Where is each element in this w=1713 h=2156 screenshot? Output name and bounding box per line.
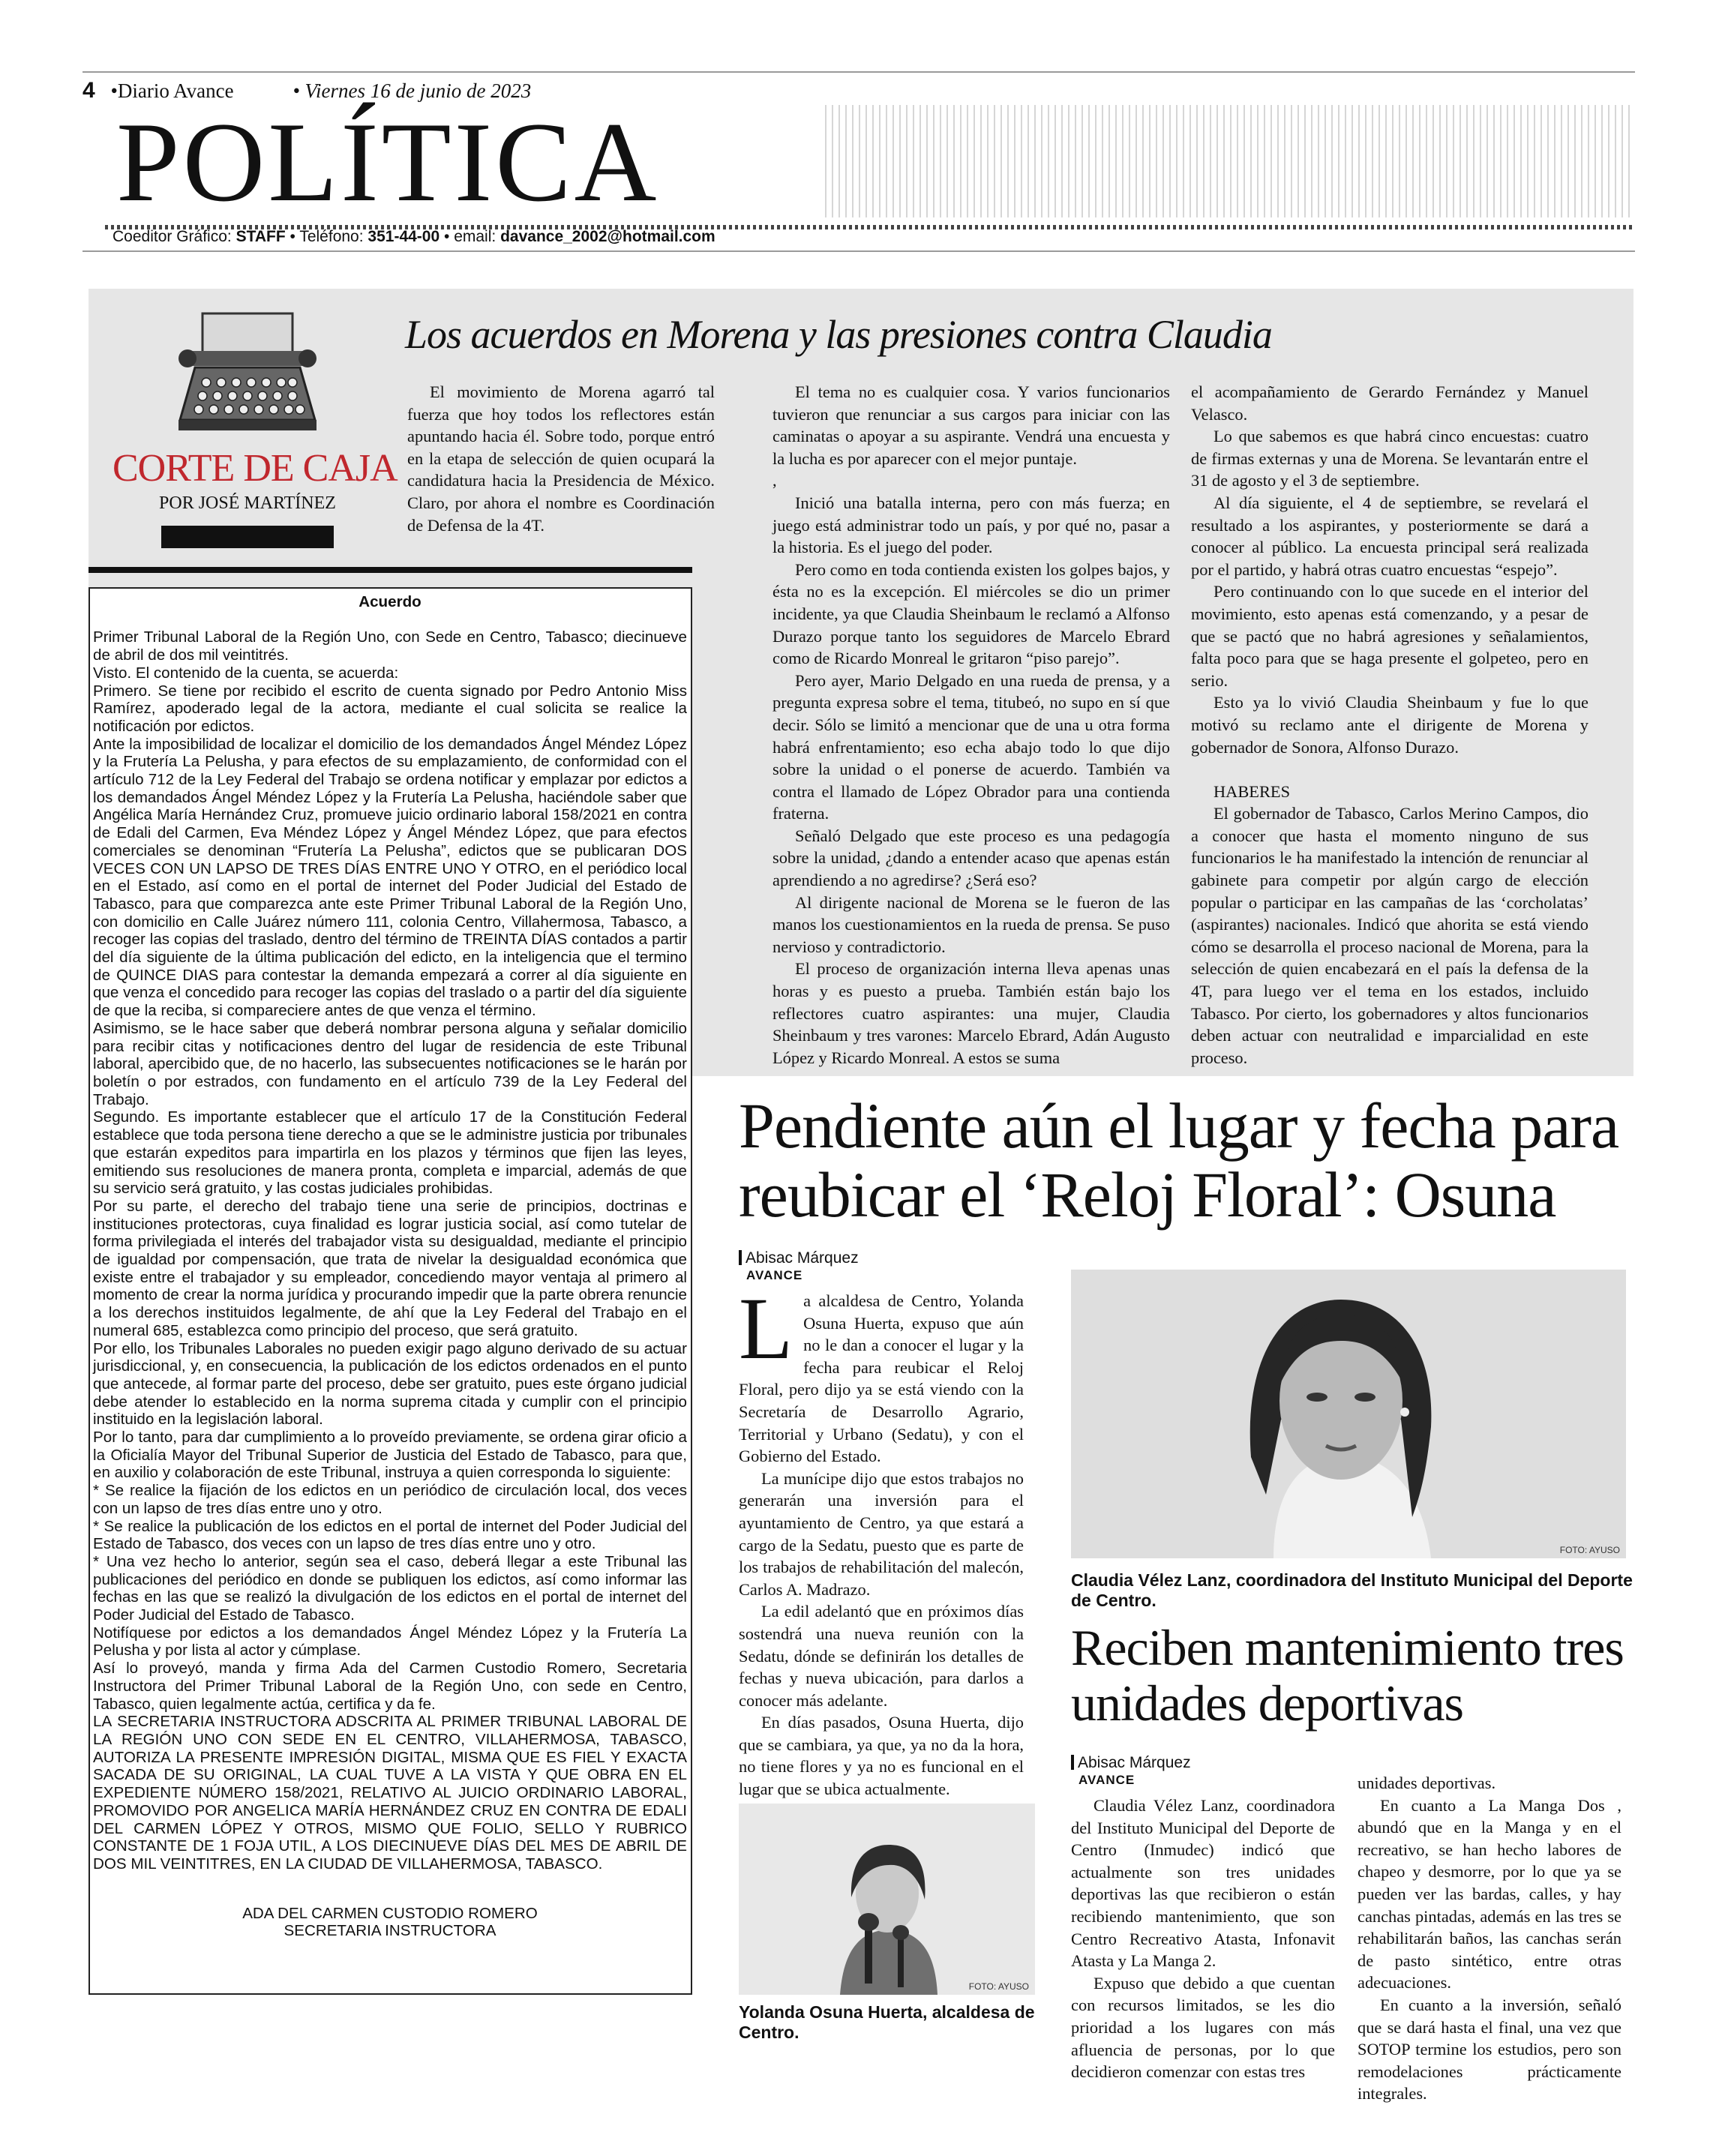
- legal-paragraph: Asimismo, se le hace saber que deberá nombrar persona alguna y señalar domicilio para recibir citas y notificaciones dentro del lugar de residencia de este Tribunal laboral, apercibido que, de no hacerlo, las subsecuentes notificaciones se le harán por boletín o por estrados, con fundamento en el artículo 739 de la Ley Federal del Trabajo.: [93, 1019, 687, 1108]
- photo-credit: FOTO: AYUSO: [968, 1981, 1029, 1992]
- paragraph: En días pasados, Osuna Huerta, dijo que se cambiara, ya que, ya no da la hora, no tiene flores y ya no es funcional en el lugar que se ubica actualmente.: [739, 1713, 1024, 1799]
- legal-paragraph: Por ello, los Tribunales Laborales no pueden exigir pago alguno derivado de su actuar jurisdiccional, y, en consecuencia, la publicación de los edictos ordenados en el punto que antecede, al formar parte del proceso, debe ser gratuito, pues este órgano judicial debe atender lo establecido en la norma suprema citada y cumplir con el principio instituido en la legislación laboral.: [93, 1339, 687, 1429]
- paragraph: Al día siguiente, el 4 de septiembre, se revelará el resultado a los aspirantes, y posteriormente se dará a conocer al público. La encuesta principal será realizada por el partido, y habrá otras cuatro encuestas “espejo”.: [1191, 493, 1588, 579]
- legal-paragraph: Segundo. Es importante establecer que el artículo 17 de la Constitución Federal establece que toda persona tiene derecho a que se le administre justicia por tribunales que estarán expeditos para impartirla en los plazos y términos que fijen las leyes, emitiendo sus resoluciones de manera pronta, completa e imparcial, además de que su servicio será gratuito, y las costas judiciales prohibidas.: [93, 1108, 687, 1198]
- paragraph: En cuanto a la inversión, señaló que se dará hasta el final, una vez que SOTOP termine los estudios, pero son remodelaciones prácticamente integrales.: [1358, 1995, 1622, 2104]
- column-text-col-1: [407, 381, 715, 536]
- paragraph: Esto ya lo vivió Claudia Sheinbaum y fue lo que motivó su reclamo ante el dirigente de Morena y gobernador de Sonora, Alfonso Durazo.: [1191, 693, 1588, 757]
- section-title: POLÍTICA: [116, 99, 660, 225]
- legal-paragraph: LA SECRETARIA INSTRUCTORA ADSCRITA AL PRIMER TRIBUNAL LABORAL DE LA REGIÓN UNO CON SEDE EN EL CENTRO, VILLAHERMOSA, TABASCO, AUTORIZA LA PRESENTE IMPRESIÓN DIGITAL, MISMA QUE ES FIEL Y EXACTA SACADA DE SU ORIGINAL, LA CUAL TUVE A LA VISTA Y QUE OBRA EN EL EXPEDIENTE NÚMERO 158/2021, RELATIVO AL JUICIO ORDINARIO LABORAL, PROMOVIDO POR ANGELICA MARÍA HERNÁNDEZ CRUZ EN CONTRA DE EDALI DEL CARMEN LÓPEZ Y OTROS, MISMO QUE FOLIO, SELLO Y RUBRICO CONSTANTE DE 1 FOJA UTIL, A LOS DIECINUEVE DÍAS DEL MES DE ABRIL DE DOS MIL VEINTITRES, EN LA CIUDAD DE VILLAHERMOSA, TABASCO.: [93, 1713, 687, 1873]
- paragraph: El gobernador de Tabasco, Carlos Merino Campos, dio a conocer que hasta el momento ninguno de sus funcionarios le ha manifestado la intención de renunciar al gabinete para competir por algún cargo de elección popular o participar en las campañas de las ‘corcholatas’ (aspirantes) nacionales. Indicó que ahorita se está viendo cómo se desarrolla el proceso nacional de Morena, para la selección de quien encabezará en el país la defensa de la 4T, para luego ver el tema en los estados, incluido Tabasco. Por cierto, los gobernadores y altos funcionarios deben actuar con neutralidad e imparcialidad en este proceso.: [1191, 804, 1588, 1067]
- paragraph: En cuanto a La Manga Dos , abundó que en la Manga y en el recreativo, se han hecho labores de chapeo y desmorre, por lo que ya se pueden ver las bardas, calles, y hay canchas pintadas, además en las tres se rehabilitarán baños, las canchas serán de pasto sintético, entre otras adecuaciones.: [1358, 1795, 1622, 1993]
- legal-paragraph: Primero. Se tiene por recibido el escrito de cuenta signado por Pedro Antonio Miss Ramírez, apoderado legal de la actora, mediante el cual solicita se realice la notificación por edictos.: [93, 682, 687, 735]
- legal-paragraph: * Se realice la fijación de los edictos en un periódico de circulación local, dos veces con un lapso de tres días entre uno y otro.: [93, 1482, 687, 1517]
- legal-top-bar: [88, 567, 692, 573]
- credit-value: STAFF: [236, 228, 286, 245]
- header-top-rule: [82, 71, 1635, 73]
- header-bottom-rule: [82, 250, 1635, 252]
- portrait-image: [1071, 1270, 1626, 1558]
- paragraph: Pero continuando con lo que sucede en el interior del movimiento, esto apenas está comenzando, y a pesar de que se pactó que no habrá agresiones y señalamientos, falta poco para que se haga presente el golpeteo, pero en serio.: [1191, 582, 1588, 690]
- column-text-col-3: [1191, 381, 1588, 1069]
- page-number: 4: [82, 78, 95, 103]
- paragraph: Expuso que debido a que cuentan con recursos limitados, se les dio prioridad a los lugares con más afluencia de personas, por lo que decidieron comenzar con estas tres: [1071, 1973, 1335, 2082]
- photo-credit: FOTO: AYUSO: [1559, 1545, 1620, 1555]
- paragraph: Pero ayer, Mario Delgado en una rueda de prensa, y a pregunta expresa sobre el tema, titubeó, no supo en sí que decir. Sólo se limitó a mencionar que de una u otra forma habrá enfrentamiento; eso echa abajo todo lo que dijo sobre la unidad o el ponerse de acuerdo. También va contra el llamado de López Obrador para una contienda fraterna.: [772, 670, 1170, 823]
- column-logo: [112, 307, 398, 548]
- credit-value: 351-44-00: [368, 228, 440, 245]
- paragraph: El proceso de organización interna lleva apenas unas horas y es puesto a prueba. También están bajo los reflectores cuatro aspirantes: una mujer, Claudia Sheinbaum y tres varones: Marcelo Ebrard, Adán Augusto López y Ricardo Monreal. A estos se suma: [772, 959, 1170, 1067]
- legal-paragraph: Primer Tribunal Laboral de la Región Uno, con Sede en Centro, Tabasco; diecinueve de abril de dos mil veintitrés.: [93, 628, 687, 664]
- legal-paragraph: Por lo tanto, para dar cumplimiento a lo proveído previamente, se ordena girar oficio a la Oficialía Mayor del Tribunal Superior de Justicia del Estado de Tabasco, para que, en auxilio y colaboración de este Tribunal, instruya a quien corresponda lo siguiente:: [93, 1429, 687, 1482]
- paragraph: el acompañamiento de Gerardo Fernández y Manuel Velasco.: [1191, 382, 1588, 424]
- paragraph-first: [739, 1279, 1024, 1468]
- header-texture: [825, 105, 1635, 217]
- article-2-col-2: [1358, 1772, 1622, 2105]
- photo-caption: Claudia Vélez Lanz, coordinadora del Instituto Municipal del Deporte de Centro.: [1071, 1570, 1633, 1610]
- typewriter-icon: [172, 307, 322, 435]
- paragraph: Inició una batalla interna, pero con más fuerza; en juego está administrar todo un país, y por qué no, pasar a la historia. Es el juego del poder.: [772, 493, 1170, 557]
- signature-name: ADA DEL CARMEN CUSTODIO ROMERO: [242, 1904, 538, 1922]
- paragraph: Señaló Delgado que este proceso es una pedagogía sobre la unidad, ¿dando a entender acaso que apenas están aprendiendo a no agredirse? ¿Será eso?: [772, 826, 1170, 890]
- newspaper-name: •Diario Avance: [110, 79, 234, 102]
- photo-yolanda-osuna: [739, 1804, 1035, 1995]
- paragraph-text: a alcaldesa de Centro, Yolanda Osuna Huerta, expuso que aún no le dan a conocer el lugar y la fecha para reubicar el Reloj Floral, pero dijo ya se está viendo con la Secretaría de Desarrollo Agrario, Territorial y Urbano (Sedatu), y con el Gobierno del Estado.: [739, 1291, 1024, 1466]
- paragraph: El tema no es cualquier cosa. Y varios funcionarios tuvieron que renunciar a sus cargos para iniciar con las caminatas o apoyar a su aspirante. Vendrá una encuesta y la lucha es por aparecer con el mejor puntaje.: [772, 382, 1170, 468]
- legal-paragraph: Ante la imposibilidad de localizar el domicilio de los demandados Ángel Méndez López y la Frutería La Pelusha, y para efectos de su emplazamiento, de conformidad con el artículo 712 de la Ley Federal del Trabajo se ordena notificar y emplazar por edictos a los demandados Ángel Méndez López y la Frutería La Pelusha, haciéndole saber que Angélica María Hernández Cruz, promueve juicio ordinario laboral 158/2021 en contra de Edali del Carmen, Eva Méndez López y Ángel Méndez López, que para efectos comerciales se denominan “Frutería La Pelusha”, edictos que se publicaran DOS VECES CON UN LAPSO DE TRES DÍAS ENTRE UNO Y OTRO, en el periódico local en el Estado, así como en el portal de internet del Poder Judicial del Estado de Tabasco, para que comparezca ante este Primer Tribunal Laboral de la Región Uno, con domicilio en Calle Juárez número 111, colonia Centro, Villahermosa, Tabasco, a recoger las copias del traslado, dentro del término de TREINTA DÍAS contados a partir del día siguiente de la última publicación del edicto, en la inteligencia que el termino de QUINCE DIAS para contestar la demanda empezará a correr al día siguiente en que venza el concedido para recoger las copias del traslado o a partir del día siguiente de que la reciba, si compareciere antes de que venza el término.: [93, 735, 687, 1020]
- paragraph: ,: [772, 471, 777, 490]
- paragraph: El movimiento de Morena agarró tal fuerza que hoy todos los reflectores están apuntando hacia él. Sobre todo, porque entró en la etapa de selección de quien ocupará la candidatura hacia la Presidencia de México. Claro, por ahora el nombre es Coordinación de Defensa de la 4T.: [407, 382, 715, 535]
- article-2-byline: [1071, 1755, 1191, 1789]
- credit-label: • Teléfono:: [290, 228, 364, 245]
- section-subhead: HABERES: [1214, 781, 1291, 801]
- legal-paragraph: Por su parte, el derecho del trabajo tiene una serie de principios, doctrinas e instituciones protectoras, cuya finalidad es lograr justicia social, así como tutelar de forma privilegiada el interés del trabajador vista su desigualdad, mediante el principio de igualdad por compensación, que trata de nivelar la desigualdad económica que existe entre el trabajador y su empleador, concediendo mayor ventaja al primero al momento de crear la norma jurídica y procurando impedir que la parte obrera renuncie a los derechos instituidos legalmente, de ahí que la Ley Federal del Trabajo en el numeral 685, establezca como principio del proceso, que será gratuito.: [93, 1197, 687, 1339]
- paragraph: Pero como en toda contienda existen los golpes bajos, y ésta no es la excepción. El miércoles se dio un primer incidente, ya que Claudia Sheinbaum le reclamó a Alfonso Durazo porque tanto los seguidores de Marcelo Ebrard como de Ricardo Monreal le gritaron “piso parejo”.: [772, 559, 1170, 668]
- article-2-headline: Reciben mantenimiento tres unidades deportivas: [1071, 1619, 1624, 1732]
- byline-source: AVANCE: [746, 1268, 803, 1282]
- byline-source: AVANCE: [1078, 1773, 1136, 1787]
- column-logo-bar: [161, 526, 334, 548]
- byline-author: Abisac Márquez: [1078, 1754, 1191, 1771]
- photo-claudia-velez: [1071, 1270, 1626, 1558]
- legal-title: Acuerdo: [358, 593, 422, 610]
- credit-email: davance_2002@hotmail.com: [500, 228, 716, 245]
- paragraph: La munícipe dijo que estos trabajos no generarán una inversión para el ayuntamiento de Centro, ya que estará a cargo de la Sedatu, puesto que es parte de los trabajos de rehabilitación del malecón, Carlos A. Madrazo.: [739, 1468, 1024, 1599]
- column-text-col-2: [772, 381, 1170, 1069]
- photo-caption: Yolanda Osuna Huerta, alcaldesa de Centro.: [739, 2002, 1035, 2042]
- header-credits: [112, 228, 716, 246]
- article-1-body: [739, 1279, 1024, 1801]
- column-author: POR JOSÉ MARTÍNEZ: [159, 493, 336, 513]
- issue-date: • Viernes 16 de junio de 2023: [292, 79, 532, 102]
- paragraph: Claudia Vélez Lanz, coordinadora del Instituto Municipal del Deporte de Centro (Inmudec) indicó que actualmente son tres unidades deportivas las que recibieron o están recibiendo mantenimiento, que son Centro Recreativo Atasta, Infonavit Atasta y La Manga 2.: [1071, 1796, 1335, 1971]
- credit-label: • email:: [444, 228, 496, 245]
- signature-title: SECRETARIA INSTRUCTORA: [284, 1922, 496, 1940]
- legal-paragraph: Así lo proveyó, manda y firma Ada del Carmen Custodio Romero, Secretaria Instructora del Primer Tribunal Laboral de la Región Uno, con sede en Centro, Tabasco, quien legalmente actúa, certifica y da fe.: [93, 1660, 687, 1713]
- byline-author: Abisac Márquez: [746, 1249, 859, 1267]
- paragraph: La edil adelantó que en próximos días sostendrá una nueva reunión con la Sedatu, dónde se definirán los detalles de fechas y nueva ubicación, para darlos a conocer más adelante.: [739, 1602, 1024, 1710]
- paragraph: Lo que sabemos es que habrá cinco encuestas: cuatro de firmas externas y una de Morena. Se levantarán entre el 31 de agosto y el 3 de septiembre.: [1191, 427, 1588, 490]
- paragraph: Al dirigente nacional de Morena se le fueron de las manos los cuestionamientos en la rueda de prensa. Se puso nervioso y contradictorio.: [772, 892, 1170, 956]
- legal-paragraph: Notifíquese por edictos a los demandados Ángel Méndez López y la Frutería La Pelusha y por lista al actor y cúmplase.: [93, 1624, 687, 1660]
- legal-paragraph: * Se realice la publicación de los edictos en el portal de internet del Poder Judicial del Estado de Tabasco, dos veces con un lapso de tres días entre uno y otro.: [93, 1517, 687, 1553]
- paragraph: [1191, 758, 1588, 781]
- article-2-col-1: [1071, 1795, 1335, 2083]
- column-logo-title: CORTE DE CAJA: [112, 447, 398, 490]
- legal-paragraph: Visto. El contenido de la cuenta, se acuerda:: [93, 664, 399, 682]
- paragraph: unidades deportivas.: [1358, 1774, 1496, 1792]
- dropcap: L: [739, 1279, 794, 1378]
- column-title: Los acuerdos en Morena y las presiones contra Claudia: [405, 312, 1272, 357]
- article-1-headline: Pendiente aún el lugar y fecha para reubicar el ‘Reloj Floral’: Osuna: [739, 1090, 1619, 1231]
- legal-notice: [88, 587, 692, 1995]
- credit-label: Coeditor Gráfico:: [112, 228, 232, 245]
- legal-paragraph: * Una vez hecho lo anterior, según sea el caso, deberá llegar a este Tribunal las publicaciones del periódico en donde se publiquen los edictos, así como informar las fechas en las que se realizó la divulgación de los edictos en el portal de internet del Poder Judicial del Estado de Tabasco.: [93, 1552, 687, 1624]
- portrait-image: [739, 1804, 1035, 1995]
